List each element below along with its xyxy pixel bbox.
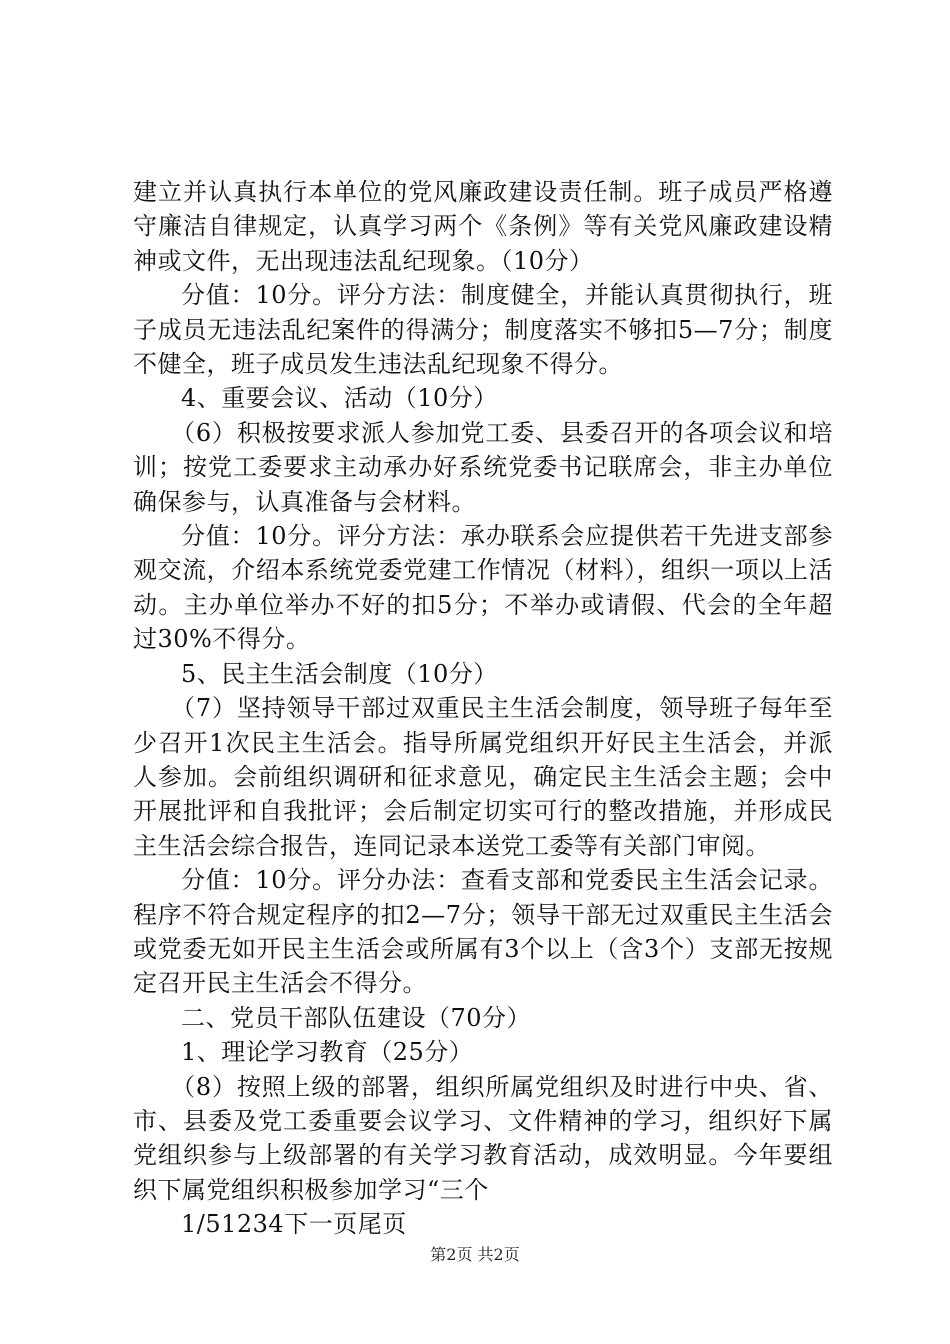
- paragraph-score-method-conduct: 分值：10分。评分方法：制度健全，并能认真贯彻执行，班子成员无违法乱纪案件的得满分；制度落实不够扣5—7分；制度不健全，班子成员发生违法乱纪现象不得分。: [133, 281, 833, 379]
- paragraph-item-7: （7）坚持领导干部过双重民主生活会制度，领导班子每年至少召开1次民主生活会。指导所属党组织开好民主生活会，并派人参加。会前组织调研和征求意见，确定民主生活会主题；会中开展批评和自我批评；会后制定切实可行的整改措施，并形成民主生活会综合报告，连同记录本送党工委等有关部门审阅。: [133, 694, 833, 860]
- pagination-text: 1/51234下一页尾页: [181, 1210, 407, 1239]
- paragraph-party-conduct-responsibility: 建立并认真执行本单位的党风廉政建设责任制。班子成员严格遵守廉洁自律规定，认真学习两个《条例》等有关党风廉政建设精神或文件，无出现违法乱纪现象。（10分）: [133, 178, 833, 275]
- document-body: [133, 175, 833, 1242]
- page-number-label: 第2页 共2页: [430, 1245, 520, 1264]
- page-footer: [0, 1245, 950, 1265]
- heading-cadre-team-building: 二、党员干部队伍建设（70分）: [181, 1003, 532, 1032]
- paragraph-score-method-meetings: 分值：10分。评分方法：承办联系会应提供若干先进支部参观交流，介绍本系统党委党建工作情况（材料），组织一项以上活动。主办单位举办不好的扣5分；不举办或请假、代会的全年超过30%不得分。: [133, 522, 833, 654]
- heading-democratic-life-meeting: 5、民主生活会制度（10分）: [181, 659, 498, 688]
- paragraph-item-8: （8）按照上级的部署，组织所属党组织及时进行中央、省、市、县委及党工委重要会议学习、文件精神的学习，组织好下属党组织参与上级部署的有关学习教育活动，成效明显。今年要组织下属党组织积极参加学习“三个: [133, 1072, 833, 1204]
- paragraph-score-method-democratic: 分值：10分。评分办法：查看支部和党委民主生活会记录。程序不符合规定程序的扣2—7分；领导干部无过双重民主生活会或党委无如开民主生活会或所属有3个以上（含3个）支部无按规定召开民主生活会不得分。: [133, 866, 833, 998]
- heading-theory-study: 1、理论学习教育（25分）: [181, 1038, 474, 1067]
- paragraph-item-6: （6）积极按要求派人参加党工委、县委召开的各项会议和培训；按党工委要求主动承办好系统党委书记联席会，非主办单位确保参与，认真准备与会材料。: [133, 418, 833, 516]
- heading-important-meetings: 4、重要会议、活动（10分）: [181, 384, 498, 413]
